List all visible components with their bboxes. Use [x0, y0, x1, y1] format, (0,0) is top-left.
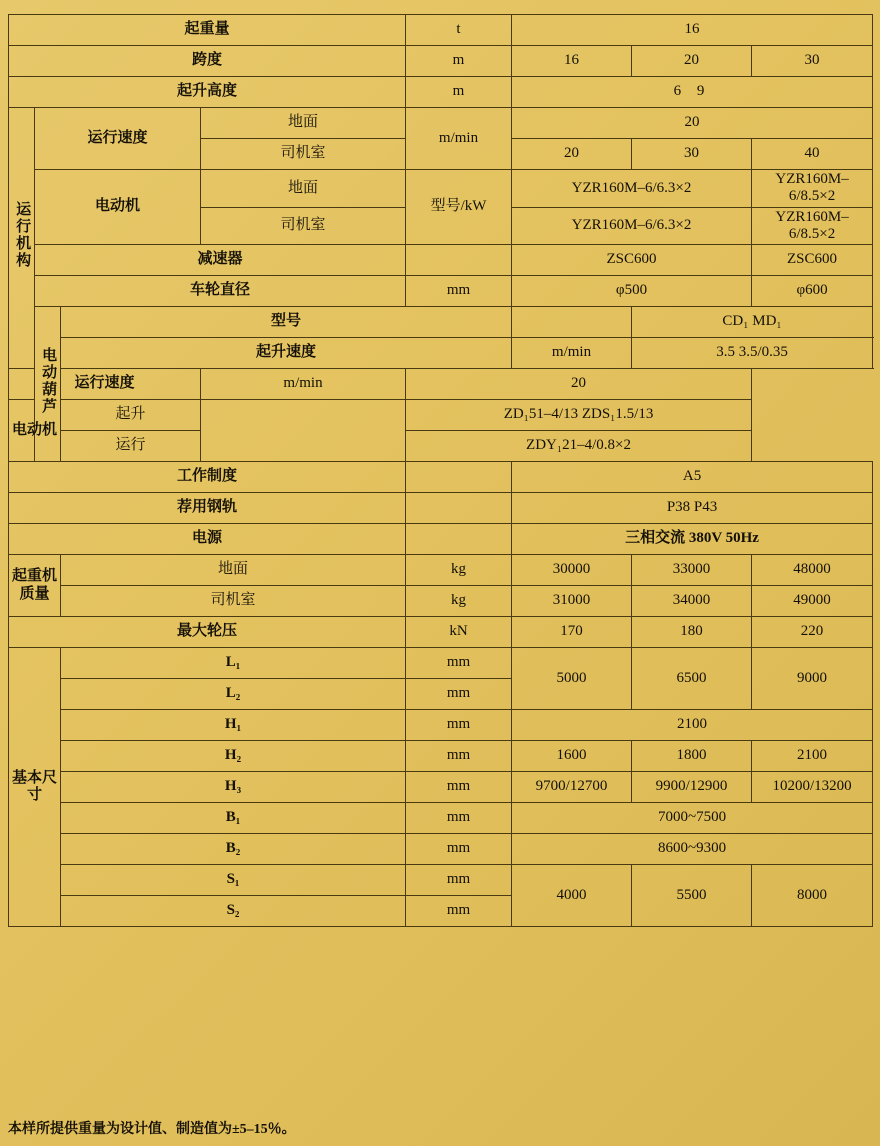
row-label-crane-mass: 起重机质量	[9, 555, 61, 617]
dimension-value-s-1: 4000	[512, 865, 632, 927]
table-row-hoist-motor-travel	[9, 431, 873, 462]
table-row-work-system	[9, 462, 873, 493]
row-value-crane-mass-cab-3: 49000	[752, 586, 873, 617]
row-label-basic-dimensions: 基本尺寸	[9, 648, 61, 927]
table-row-dimension-l1	[9, 648, 873, 679]
table-row-lift-height	[9, 77, 873, 108]
row-unit-crane-mass-cab: kg	[406, 586, 512, 617]
row-value-motor-ground-right: YZR160M–6/8.5×2	[752, 170, 873, 208]
table-row-dimension-b2	[9, 834, 873, 865]
table-row-travel-speed-ground	[9, 108, 873, 139]
row-value-travel-speed-cab-3: 40	[752, 139, 873, 170]
dimension-value-b1: 7000~7500	[512, 803, 873, 834]
row-value-span-3: 30	[752, 46, 873, 77]
dimension-unit-l2: mm	[406, 679, 512, 710]
row-value-max-wheel-load-3: 220	[752, 617, 873, 648]
row-value-lifting-capacity: 16	[512, 15, 873, 46]
dimension-value-h3-2: 9900/12900	[632, 772, 752, 803]
row-value-power: 三相交流 380V 50Hz	[512, 524, 873, 555]
table-row-motor-ground	[9, 170, 873, 208]
dimension-name-h3: H₃	[61, 772, 406, 803]
table-row-dimension-h1	[9, 710, 873, 741]
row-sublabel-motor-ground: 地面	[201, 170, 406, 208]
row-unit-max-wheel-load: kN	[406, 617, 512, 648]
row-value-wheel-diameter-left: φ500	[512, 276, 752, 307]
table-row-crane-mass-ground	[9, 555, 873, 586]
row-value-rail: P38 P43	[512, 493, 873, 524]
dimension-value-h3-1: 9700/12700	[512, 772, 632, 803]
table-row-dimension-h3	[9, 772, 873, 803]
row-value-hoist-motor-travel: ZDY₁21–4/0.8×2	[406, 431, 752, 462]
table-row-dimension-s1	[9, 865, 873, 896]
row-value-crane-mass-ground-1: 30000	[512, 555, 632, 586]
dimension-unit-b2: mm	[406, 834, 512, 865]
dimension-value-h2-3: 2100	[752, 741, 873, 772]
row-value-wheel-diameter-right: φ600	[752, 276, 873, 307]
dimension-unit-h3: mm	[406, 772, 512, 803]
row-sublabel-hoist-motor-lift: 起升	[61, 400, 201, 431]
dimension-name-l2: L₂	[61, 679, 406, 710]
dimension-unit-s1: mm	[406, 865, 512, 896]
group-label-travel-mechanism: 运行机构	[9, 108, 35, 369]
row-sublabel-travel-speed-cab: 司机室	[201, 139, 406, 170]
table-row-hoist-motor-lift	[9, 400, 873, 431]
table-row-span	[9, 46, 873, 77]
dimension-unit-s2: mm	[406, 896, 512, 927]
dimension-name-b2: B₂	[61, 834, 406, 865]
row-unit-crane-mass-ground: kg	[406, 555, 512, 586]
dimension-name-b1: B₁	[61, 803, 406, 834]
dimension-value-l-3: 9000	[752, 648, 873, 710]
row-label-lift-height: 起升高度	[9, 77, 406, 108]
dimension-value-h2-1: 1600	[512, 741, 632, 772]
row-label-wheel-diameter: 车轮直径	[35, 276, 406, 307]
row-unit-hoist-travel-speed: m/min	[201, 369, 406, 400]
row-value-max-wheel-load-1: 170	[512, 617, 632, 648]
table-row-hoist-model	[9, 307, 873, 338]
table-row-crane-mass-cab	[9, 586, 873, 617]
table-row-reducer	[9, 245, 873, 276]
row-label-hoist-motor: 电动机	[9, 400, 61, 462]
dimension-value-h3-3: 10200/13200	[752, 772, 873, 803]
row-unit-lift-height: m	[406, 77, 512, 108]
row-label-hoist-speed: 起升速度	[61, 338, 512, 369]
row-value-work-system: A5	[512, 462, 873, 493]
row-value-crane-mass-ground-3: 48000	[752, 555, 873, 586]
row-value-span-1: 16	[512, 46, 632, 77]
row-unit-travel-speed: m/min	[406, 108, 512, 170]
row-value-hoist-travel-speed: 20	[406, 369, 752, 400]
row-unit-lifting-capacity: t	[406, 15, 512, 46]
row-sublabel-crane-mass-cab: 司机室	[61, 586, 406, 617]
table-row-hoist-speed	[9, 338, 873, 369]
row-label-span: 跨度	[9, 46, 406, 77]
dimension-name-h2: H₂	[61, 741, 406, 772]
row-sublabel-travel-speed-ground: 地面	[201, 108, 406, 139]
row-unit-reducer	[406, 245, 512, 276]
table-row-hoist-travel-speed	[9, 369, 873, 400]
row-sublabel-motor-cab: 司机室	[201, 207, 406, 245]
row-sublabel-crane-mass-ground: 地面	[61, 555, 406, 586]
row-unit-work-system	[406, 462, 512, 493]
row-unit-motor: 型号/kW	[406, 170, 512, 245]
row-value-motor-cab-right: YZR160M–6/8.5×2	[752, 207, 873, 245]
table-row-power	[9, 524, 873, 555]
row-value-crane-mass-cab-2: 34000	[632, 586, 752, 617]
table-row-rail	[9, 493, 873, 524]
dimension-name-s1: S₁	[61, 865, 406, 896]
row-label-hoist-travel-speed: 运行速度	[9, 369, 201, 400]
row-value-hoist-speed: 3.5 3.5/0.35	[632, 338, 873, 369]
row-value-max-wheel-load-2: 180	[632, 617, 752, 648]
row-value-motor-cab-left: YZR160M–6/6.3×2	[512, 207, 752, 245]
dimension-unit-h1: mm	[406, 710, 512, 741]
dimension-name-h1: H₁	[61, 710, 406, 741]
row-value-hoist-model: CD₁ MD₁	[632, 307, 873, 338]
row-unit-hoist-speed: m/min	[512, 338, 632, 369]
row-value-span-2: 20	[632, 46, 752, 77]
row-unit-hoist-model	[512, 307, 632, 338]
row-value-hoist-motor-lift: ZD₁51–4/13 ZDS₁1.5/13	[406, 400, 752, 431]
row-value-travel-speed-cab-1: 20	[512, 139, 632, 170]
row-unit-power	[406, 524, 512, 555]
row-value-lift-height: 6 9	[512, 77, 873, 108]
dimension-value-s-2: 5500	[632, 865, 752, 927]
dimension-value-h1: 2100	[512, 710, 873, 741]
row-label-motor: 电动机	[35, 170, 201, 245]
group-label-electric-hoist: 电动葫芦	[35, 307, 61, 462]
row-value-crane-mass-ground-2: 33000	[632, 555, 752, 586]
row-value-reducer-right: ZSC600	[752, 245, 873, 276]
row-value-travel-speed-cab-2: 30	[632, 139, 752, 170]
row-label-max-wheel-load: 最大轮压	[9, 617, 406, 648]
row-label-power: 电源	[9, 524, 406, 555]
row-label-hoist-model: 型号	[61, 307, 512, 338]
dimension-unit-l1: mm	[406, 648, 512, 679]
dimension-value-l-2: 6500	[632, 648, 752, 710]
row-value-crane-mass-cab-1: 31000	[512, 586, 632, 617]
row-unit-hoist-motor	[201, 400, 406, 462]
table-row-max-wheel-load	[9, 617, 873, 648]
row-label-lifting-capacity: 起重量	[9, 15, 406, 46]
row-value-travel-speed-ground: 20	[512, 108, 873, 139]
dimension-value-s-3: 8000	[752, 865, 873, 927]
row-label-reducer: 减速器	[35, 245, 406, 276]
row-unit-span: m	[406, 46, 512, 77]
row-value-reducer-left: ZSC600	[512, 245, 752, 276]
dimension-value-b2: 8600~9300	[512, 834, 873, 865]
row-unit-wheel-diameter: mm	[406, 276, 512, 307]
dimension-unit-b1: mm	[406, 803, 512, 834]
dimension-value-l-1: 5000	[512, 648, 632, 710]
row-unit-rail	[406, 493, 512, 524]
footnote: 本样所提供重量为设计值、制造值为±5–15％。	[8, 1122, 296, 1137]
row-label-rail: 荐用钢轨	[9, 493, 406, 524]
table-row-dimension-h2	[9, 741, 873, 772]
dimension-unit-h2: mm	[406, 741, 512, 772]
table-row-lifting-capacity	[9, 15, 873, 46]
dimension-name-s2: S₂	[61, 896, 406, 927]
table-row-dimension-b1	[9, 803, 873, 834]
row-label-travel-speed: 运行速度	[35, 108, 201, 170]
dimension-value-h2-2: 1800	[632, 741, 752, 772]
crane-specification-table	[8, 14, 873, 927]
table-row-wheel-diameter	[9, 276, 873, 307]
row-value-motor-ground-left: YZR160M–6/6.3×2	[512, 170, 752, 208]
dimension-name-l1: L₁	[61, 648, 406, 679]
row-label-work-system: 工作制度	[9, 462, 406, 493]
row-sublabel-hoist-motor-travel: 运行	[61, 431, 201, 462]
